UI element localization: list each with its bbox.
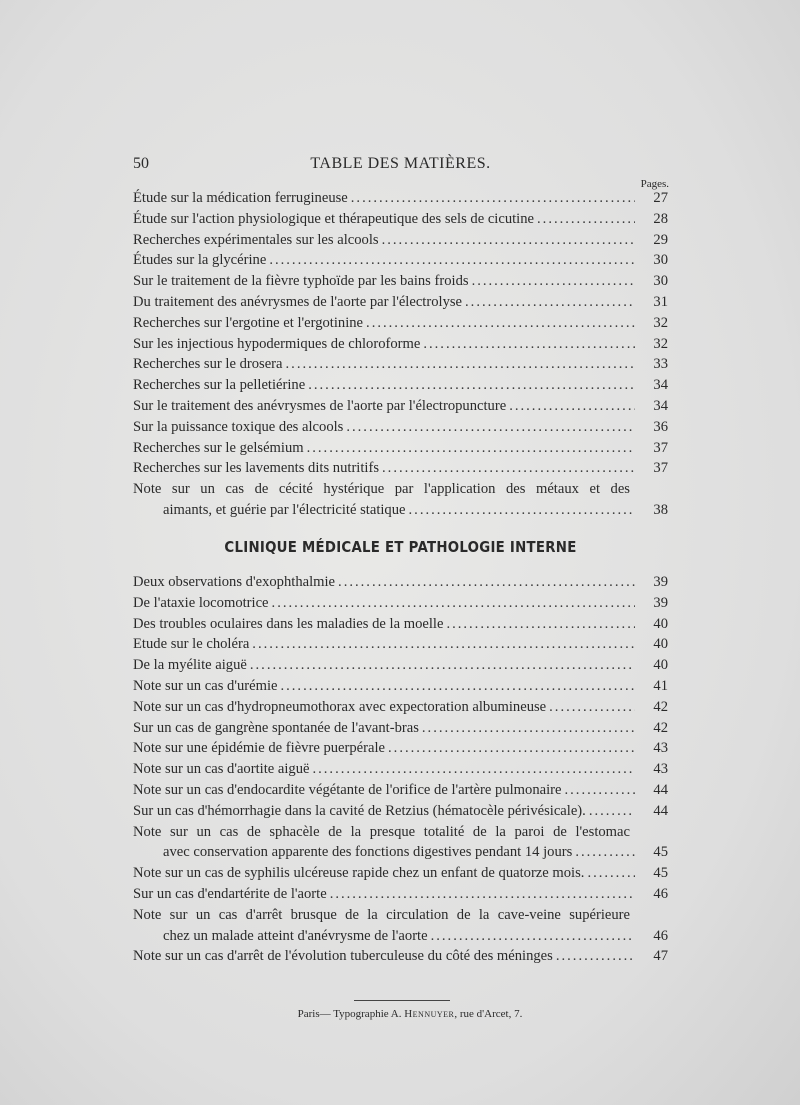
leader-dots <box>472 271 635 292</box>
leader-dots <box>388 738 635 759</box>
toc-page: 34 <box>653 397 668 414</box>
toc-page: 37 <box>653 439 668 456</box>
toc-page: 43 <box>653 761 668 778</box>
leader-dots <box>308 375 635 396</box>
leader-dots <box>446 614 635 635</box>
leader-dots <box>307 438 635 459</box>
toc-title: Recherches expérimentales sur les alcools <box>133 231 379 248</box>
leader-dots <box>252 634 635 655</box>
toc-page: 31 <box>653 293 668 310</box>
leader-dots <box>587 863 635 884</box>
leader-dots <box>423 334 635 355</box>
leader-dots <box>250 655 635 676</box>
toc-title: Recherches sur la pelletiérine <box>133 377 306 394</box>
toc-page: 32 <box>653 335 668 352</box>
toc-page: 39 <box>653 574 668 590</box>
toc-page: 46 <box>653 885 668 902</box>
toc-title: De la myélite aiguë <box>133 657 247 674</box>
toc-title: Note sur un cas d'arrêt de l'évolution tuberculeuse du côté des méninges <box>133 948 553 965</box>
imprint-rule <box>354 1000 450 1001</box>
imprint-printer: Hennuyer <box>404 1008 455 1020</box>
toc-page: 40 <box>653 657 668 674</box>
toc-title: Note sur un cas d'endocardite végétante de l'orifice de l'artère pulmonaire <box>133 781 562 798</box>
leader-dots <box>312 759 635 780</box>
toc-title-line2: chez un malade atteint d'anévrysme de l'aorte <box>163 927 428 944</box>
toc-page: 41 <box>653 677 668 694</box>
toc-title-line2: avec conservation apparente des fonctions digestives pendant 14 jours <box>163 844 573 861</box>
toc-page: 45 <box>653 844 668 861</box>
pages-column-label: Pages. <box>640 178 669 190</box>
toc-title: Sur les injectious hypodermiques de chloroforme <box>133 335 421 352</box>
leader-dots <box>409 500 635 521</box>
toc-title: Etude sur le choléra <box>133 636 250 653</box>
leader-dots <box>382 230 635 251</box>
toc-page: 39 <box>653 594 668 611</box>
imprint-prefix: Paris— Typographie A. <box>297 1008 402 1020</box>
toc-page: 32 <box>653 314 668 331</box>
running-title: TABLE DES MATIÈRES. <box>310 155 491 172</box>
toc-title: Étude sur l'action physiologique et thérapeutique des sels de cicutine <box>133 210 535 227</box>
toc-title: Du traitement des anévrysmes de l'aorte par l'électrolyse <box>133 293 463 310</box>
printer-imprint <box>0 1008 800 1020</box>
leader-dots <box>338 572 635 593</box>
leader-dots <box>280 676 635 697</box>
toc-title-line1: Note sur un cas de sphacèle de la presque totalité de la paroi de l'estomac <box>133 823 630 840</box>
leader-dots <box>351 188 635 209</box>
toc-page: 30 <box>653 252 668 269</box>
toc-page: 40 <box>653 615 668 632</box>
toc-title: De l'ataxie locomotrice <box>133 594 269 611</box>
leader-dots <box>366 313 635 334</box>
toc-page: 40 <box>653 636 668 653</box>
toc-title-line1: Note sur un cas de cécité hystérique par l'application des métaux et des <box>133 481 630 498</box>
leader-dots <box>556 946 635 967</box>
toc-page: 42 <box>653 698 668 715</box>
toc-title: Sur un cas d'hémorrhagie dans la cavité de Retzius (hématocèle périvésicale). <box>133 802 586 819</box>
toc-page: 45 <box>653 865 668 882</box>
toc-title: Sur un cas de gangrène spontanée de l'avant-bras <box>133 719 419 736</box>
page-header <box>133 155 668 177</box>
toc-title: Note sur un cas d'hydropneumothorax avec expectoration albumineuse <box>133 698 547 715</box>
toc-page: 38 <box>653 501 668 518</box>
leader-dots <box>382 458 635 479</box>
leader-dots <box>537 209 635 230</box>
toc-page: 47 <box>653 948 668 965</box>
leader-dots <box>330 884 635 905</box>
leader-dots <box>549 697 635 718</box>
toc-title: Études sur la glycérine <box>133 252 267 269</box>
leader-dots <box>575 842 635 863</box>
toc-title: Sur un cas d'endartérite de l'aorte <box>133 885 327 902</box>
toc-title: Recherches sur l'ergotine et l'ergotinine <box>133 314 364 331</box>
section-heading: CLINIQUE MÉDICALE ET PATHOLOGIE INTERNE <box>224 538 577 556</box>
toc-title-line2: aimants, et guérie par l'électricité statique <box>163 501 406 518</box>
toc-title: Deux observations d'exophthalmie <box>133 574 336 590</box>
toc-page: 28 <box>653 210 668 227</box>
toc-page: 36 <box>653 418 668 435</box>
toc-page: 42 <box>653 719 668 736</box>
leader-dots <box>565 780 636 801</box>
toc-page: 30 <box>653 273 668 290</box>
toc-title: Note sur une épidémie de fièvre puerpérale <box>133 740 386 757</box>
toc-title: Note sur un cas d'aortite aiguë <box>133 761 310 778</box>
toc-title: Note sur un cas d'urémie <box>133 677 278 694</box>
leader-dots <box>509 396 635 417</box>
toc-page: 27 <box>653 190 668 206</box>
toc-page: 34 <box>653 377 668 394</box>
page-number: 50 <box>133 155 149 172</box>
toc-title: Note sur un cas de syphilis ulcéreuse rapide chez un enfant de quatorze mois. <box>133 865 585 882</box>
leader-dots <box>346 417 635 438</box>
toc-page: 46 <box>653 927 668 944</box>
toc-list-part2 <box>133 572 668 967</box>
toc-page: 43 <box>653 740 668 757</box>
toc-title: Sur le traitement des anévrysmes de l'aorte par l'électropuncture <box>133 397 507 414</box>
toc-title: Recherches sur le gelsémium <box>133 439 304 456</box>
leader-dots <box>589 801 635 822</box>
toc-title-line1: Note sur un cas d'arrêt brusque de la circulation de la cave-veine supérieure <box>133 906 630 923</box>
toc-page: 44 <box>653 781 668 798</box>
toc-title: Recherches sur le drosera <box>133 356 283 373</box>
leader-dots <box>465 292 635 313</box>
leader-dots <box>422 718 635 739</box>
toc-page: 37 <box>653 460 668 477</box>
leader-dots <box>286 354 635 375</box>
leader-dots <box>272 593 635 614</box>
toc-list-part1 <box>133 188 668 521</box>
toc-title: Des troubles oculaires dans les maladies de la moelle <box>133 615 444 632</box>
toc-page: 44 <box>653 802 668 819</box>
toc-title: Sur le traitement de la fièvre typhoïde par les bains froids <box>133 273 469 290</box>
toc-title: Sur la puissance toxique des alcools <box>133 418 344 435</box>
leader-dots <box>269 250 635 271</box>
leader-dots <box>431 926 635 947</box>
imprint-suffix: , rue d'Arcet, 7. <box>454 1008 523 1020</box>
toc-title: Étude sur la médication ferrugineuse <box>133 190 348 206</box>
toc-title: Recherches sur les lavements dits nutritifs <box>133 460 380 477</box>
toc-page: 33 <box>653 356 668 373</box>
toc-page: 29 <box>653 231 668 248</box>
